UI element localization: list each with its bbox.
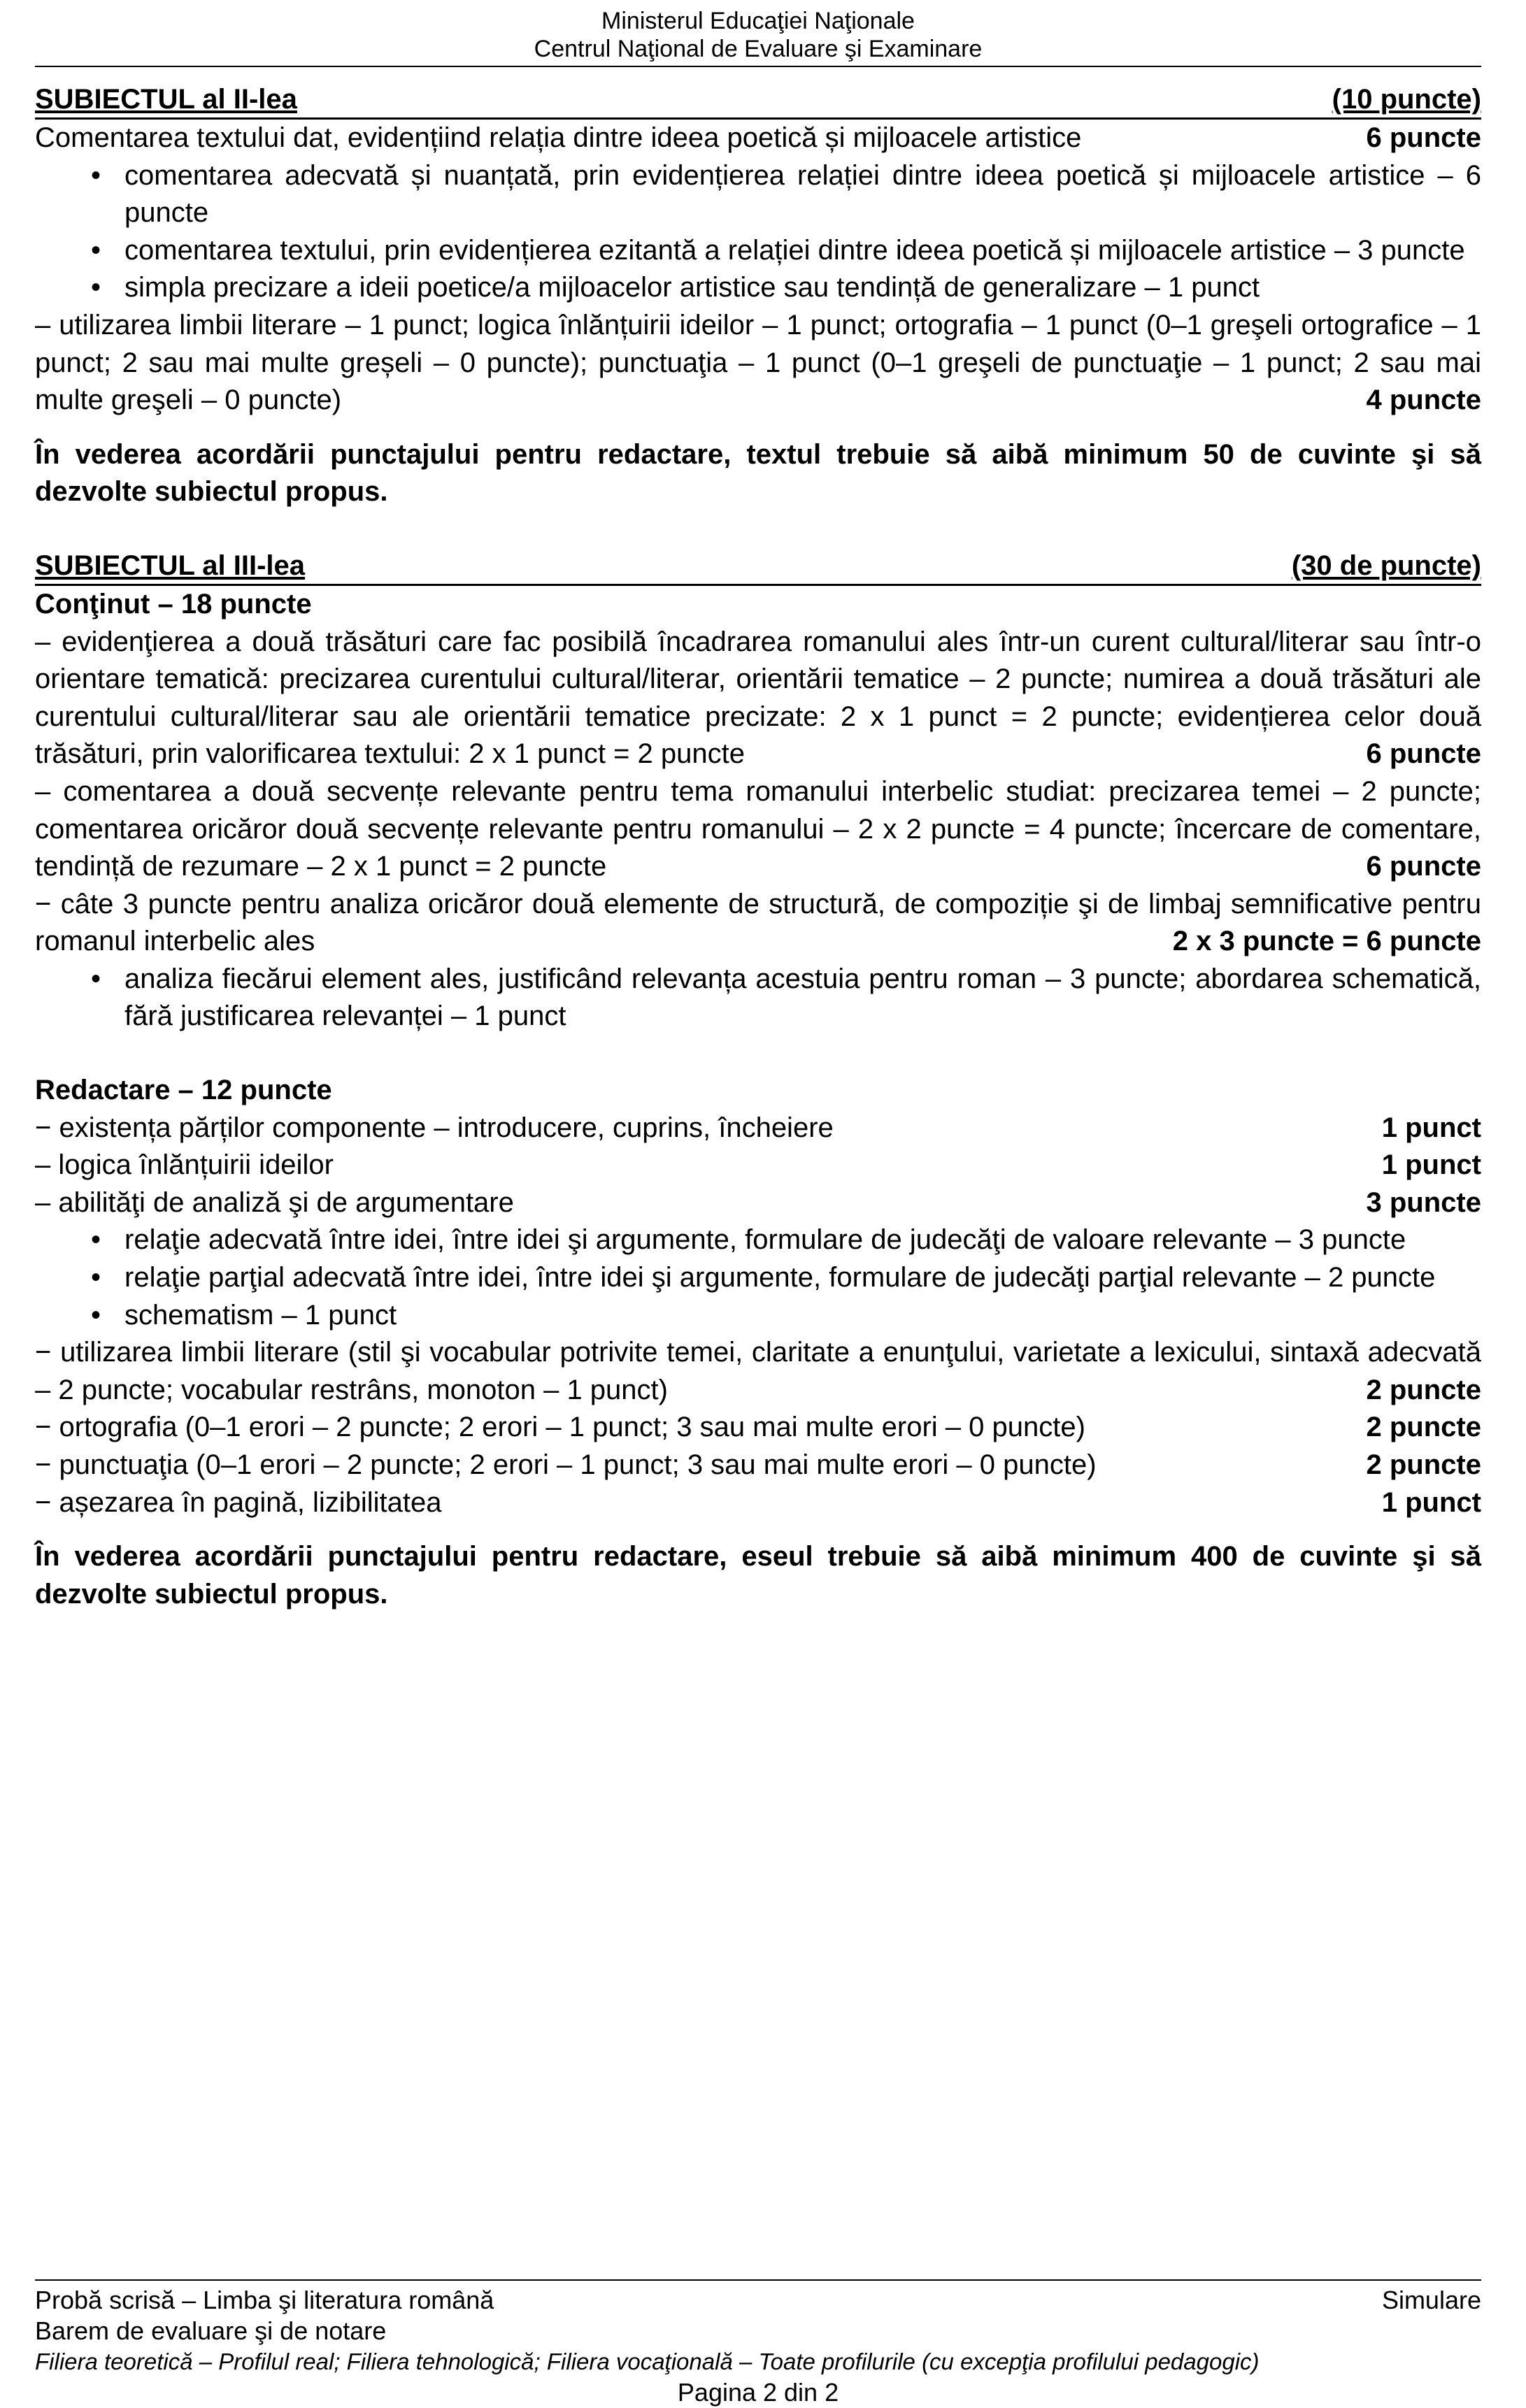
header-ministry: Ministerul Educaţiei Naţionale bbox=[601, 8, 915, 34]
s3-redactare-item-5: − ortografia (0–1 erori – 2 puncte; 2 erori – 1 punct; 3 sau mai multe erori – 0 puncte) bbox=[35, 1412, 1085, 1443]
footer-rule bbox=[35, 2279, 1481, 2281]
s3-redactare-item-1: − existența părților componente – introducere, cuprins, încheiere bbox=[35, 1112, 834, 1143]
s3-redactare-item-3-points: 3 puncte bbox=[1366, 1187, 1481, 1218]
s2-note: În vederea acordării punctajului pentru redactare, textul trebuie să aibă minimum 50 de cuvinte şi să dezvolte subiectul propus. bbox=[35, 438, 1481, 508]
s2-intro-points: 6 puncte bbox=[1366, 122, 1481, 153]
footer-profiles: Filiera teoretică – Profilul real; Filiera tehnologică; Filiera vocaţională – Toate profilurile (cu excepţia profilului pedagogic) bbox=[35, 2349, 1260, 2374]
section-2-heading bbox=[35, 81, 1481, 120]
s3-redactare-item-5-points: 2 puncte bbox=[1366, 1412, 1481, 1443]
s3-redactare-item-2-points: 1 punct bbox=[1381, 1149, 1481, 1181]
s3-analysis-sublist bbox=[35, 1221, 1481, 1334]
s3-content-item-1-points: 6 puncte bbox=[1366, 738, 1481, 770]
s3-redactare-item-1-points: 1 punct bbox=[1381, 1112, 1481, 1143]
footer-row-1 bbox=[35, 2285, 1481, 2316]
s3-redactare-row-5 bbox=[35, 1409, 1481, 1447]
section-3-heading bbox=[35, 547, 1481, 586]
s3-content-item-2 bbox=[35, 773, 1481, 886]
s3-redactare-item-4-points: 2 puncte bbox=[1366, 1374, 1481, 1405]
list-item: • comentarea adecvată și nuanțată, prin evidențierea relației dintre ideea poetică și mijloacele artistice – 6 puncte bbox=[35, 157, 1481, 232]
s2-intro: Comentarea textului dat, evidențiind relația dintre ideea poetică și mijloacele artistice bbox=[35, 122, 1082, 153]
list-item: • relaţie adecvată între idei, între idei şi argumente, formulare de judecăţi de valoare relevante – 3 puncte bbox=[35, 1221, 1481, 1259]
s2-criteria-list bbox=[35, 157, 1481, 307]
s3-redactare-item-2: – logica înlănțuirii ideilor bbox=[35, 1149, 334, 1181]
page-header bbox=[35, 0, 1481, 63]
s2-redactare-paragraph bbox=[35, 307, 1481, 420]
header-center: Centrul Naţional de Evaluare şi Examinare bbox=[534, 36, 983, 62]
footer-exam-name: Probă scrisă – Limba şi literatura română bbox=[35, 2286, 494, 2314]
s3-content-sublist bbox=[35, 961, 1481, 1035]
s3-note: În vederea acordării punctajului pentru redactare, eseul trebuie să aibă minimum 400 de cuvinte şi să dezvolte subiectul propus. bbox=[35, 1541, 1481, 1610]
s3-redactare-item-4: − utilizarea limbii literare (stil şi vocabular potrivite temei, claritate a enunţului, varietate a lexicului, sintaxă adecvată – 2 puncte; vocabular restrâns, monoton – 1 punct) bbox=[35, 1337, 1481, 1405]
s3-redactare-item-7: − așezarea în pagină, lizibilitatea bbox=[35, 1486, 442, 1518]
s3-content-item-3-points: 2 x 3 puncte = 6 puncte bbox=[1172, 926, 1481, 957]
s3-content-item-3 bbox=[35, 886, 1481, 961]
s3-redactare-row-3 bbox=[35, 1184, 1481, 1222]
footer-session: Simulare bbox=[1381, 2286, 1481, 2314]
s3-content-item-2-text: – comentarea a două secvențe relevante pentru tema romanului interbelic studiat: precizarea temei – 2 puncte; comentarea oricăror două secvențe relevante pentru romanului – 2 x 2 puncte = 4 puncte; încercare de comentare, tendință de rezumare – 2 x 1 punct = 2 puncte bbox=[35, 775, 1481, 882]
s3-content-item-1 bbox=[35, 624, 1481, 773]
section-3-points: (30 de puncte) bbox=[1291, 550, 1481, 581]
s3-redactare-item-6-points: 2 puncte bbox=[1366, 1449, 1481, 1480]
footer-doc-type: Barem de evaluare şi de notare bbox=[35, 2316, 387, 2345]
s3-redactare-row-2 bbox=[35, 1147, 1481, 1184]
section-2-title: SUBIECTUL al II-lea bbox=[35, 84, 297, 115]
s3-redactare-item-6: − punctuaţia (0–1 erori – 2 puncte; 2 erori – 1 punct; 3 sau mai multe erori – 0 puncte) bbox=[35, 1449, 1097, 1480]
s3-redactare-row-4 bbox=[35, 1334, 1481, 1409]
list-item: • relaţie parţial adecvată între idei, între idei şi argumente, formulare de judecăţi parţial relevante – 2 puncte bbox=[35, 1259, 1481, 1297]
list-item: • simpla precizare a ideii poetice/a mijloacelor artistice sau tendință de generalizare – 1 punct bbox=[35, 269, 1481, 307]
s3-redactare-row-7 bbox=[35, 1484, 1481, 1522]
s3-continut-title: Conţinut – 18 puncte bbox=[35, 588, 312, 619]
s2-intro-row bbox=[35, 120, 1481, 157]
list-item: • analiza fiecărui element ales, justificând relevanța acestuia pentru roman – 3 puncte; abordarea schematică, fără justificarea relevanței – 1 punct bbox=[35, 961, 1481, 1035]
s3-redactare-item-7-points: 1 punct bbox=[1381, 1486, 1481, 1518]
footer-row-2 bbox=[35, 2316, 1481, 2346]
s3-content-item-3-text: − câte 3 puncte pentru analiza oricăror două elemente de structură, de compoziție şi de limbaj semnificative pentru romanul interbelic ales bbox=[35, 888, 1481, 957]
s3-redactare-row-6 bbox=[35, 1447, 1481, 1484]
footer-page-number: Pagina 2 din 2 bbox=[677, 2378, 839, 2407]
s3-redactare-item-3: – abilităţi de analiză şi de argumentare bbox=[35, 1187, 514, 1218]
s3-content-item-1-text: – evidenţierea a două trăsături care fac posibilă încadrarea romanului ales într-un curent cultural/literar sau într-o orientare tematică: precizarea curentului cultural/literar, orientării tematice – 2 puncte; numirea a două trăsături ale curentului cultural/literar sau ale orientării tematice precizate: 2 x 1 punct = 2 puncte; evidențierea celor două trăsături, prin valorificarea textului: 2 x 1 punct = 2 puncte bbox=[35, 626, 1481, 770]
page-footer bbox=[35, 2279, 1481, 2408]
document-page bbox=[35, 0, 1481, 1613]
s2-redactare-points: 4 puncte bbox=[1366, 385, 1481, 416]
list-item: • schematism – 1 punct bbox=[35, 1297, 1481, 1335]
s2-redactare-text: – utilizarea limbii literare – 1 punct; logica înlănțuirii ideilor – 1 punct; ortografia – 1 punct (0–1 greşeli ortografice – 1 punct; 2 sau mai multe greșeli – 0 puncte); punctuaţia – 1 punct (0–1 greşeli de punctuaţie – 1 punct; 2 sau mai multe greşeli – 0 puncte) bbox=[35, 309, 1481, 416]
s3-redactare-row-1 bbox=[35, 1110, 1481, 1147]
s3-content-item-2-points: 6 puncte bbox=[1366, 851, 1481, 882]
section-2-points: (10 puncte) bbox=[1332, 84, 1481, 115]
s3-redactare-title: Redactare – 12 puncte bbox=[35, 1075, 332, 1106]
section-3-title: SUBIECTUL al III-lea bbox=[35, 550, 306, 581]
list-item: • comentarea textului, prin evidențierea ezitantă a relației dintre ideea poetică și mijloacele artistice – 3 puncte bbox=[35, 232, 1481, 270]
